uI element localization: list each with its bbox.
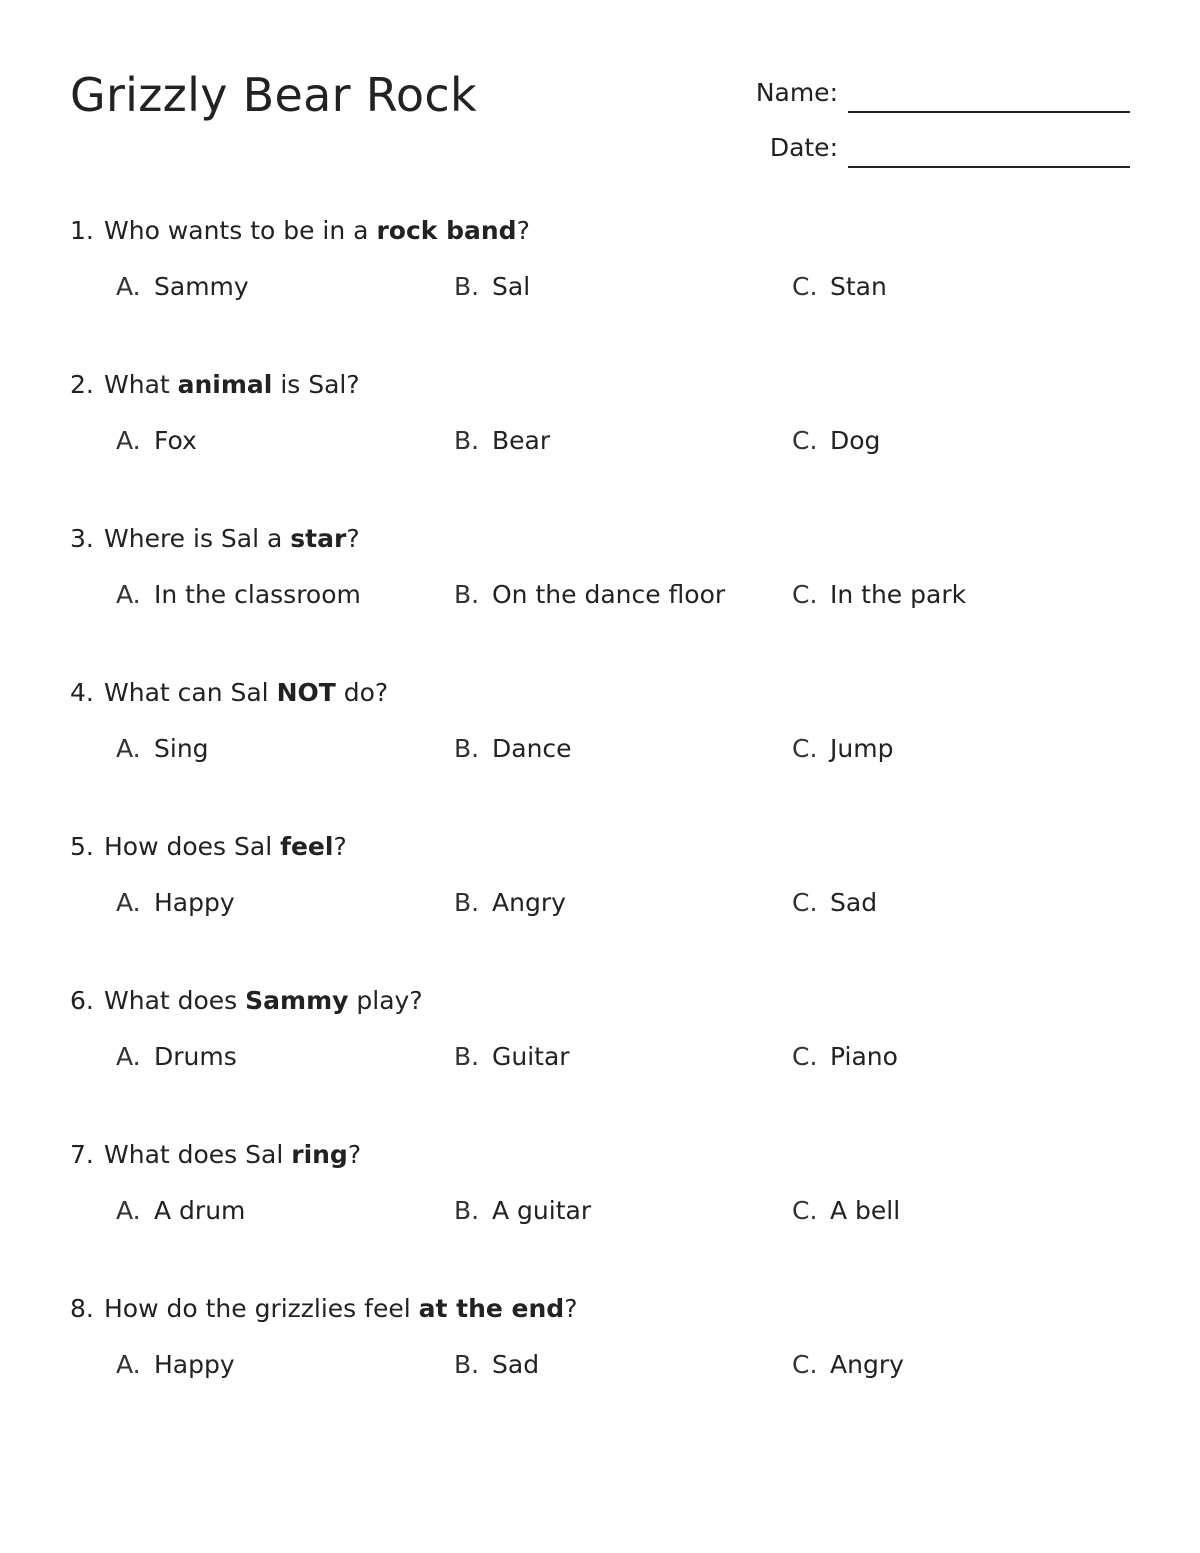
answer-text: Sad <box>492 1350 540 1379</box>
question-prompt-start: What can Sal <box>104 678 277 707</box>
question-keyword: animal <box>177 370 273 399</box>
question-prompt-start: How do the grizzlies feel <box>104 1294 419 1323</box>
question-list <box>70 213 1130 1445</box>
question-number: 2. <box>70 370 94 399</box>
answer-text: Sad <box>830 888 878 917</box>
answer-option[interactable] <box>792 1039 1130 1075</box>
answer-option[interactable] <box>116 731 454 767</box>
question-prompt <box>104 983 423 1019</box>
question-prompt <box>104 675 388 711</box>
question-item <box>70 213 1130 367</box>
question-number: 3. <box>70 524 94 553</box>
question-text <box>70 1137 1130 1173</box>
answer-option[interactable] <box>454 423 792 459</box>
answer-options <box>70 1347 1130 1383</box>
question-prompt-end: is Sal? <box>272 370 360 399</box>
question-text <box>70 1291 1130 1327</box>
question-prompt <box>104 213 530 249</box>
answer-option[interactable] <box>116 269 454 305</box>
answer-option[interactable] <box>792 577 1130 613</box>
question-prompt-end: ? <box>516 216 530 245</box>
answer-letter: B. <box>454 580 480 609</box>
answer-option[interactable] <box>116 577 454 613</box>
question-number: 1. <box>70 216 94 245</box>
answer-letter: C. <box>792 734 818 763</box>
answer-letter: C. <box>792 1196 818 1225</box>
answer-option[interactable] <box>454 269 792 305</box>
date-blank-line[interactable] <box>848 165 1130 168</box>
name-field[interactable] <box>756 80 1130 105</box>
question-prompt-start: How does Sal <box>104 832 281 861</box>
answer-letter: A. <box>116 1196 141 1225</box>
question-number: 4. <box>70 678 94 707</box>
question-keyword: star <box>290 524 347 553</box>
answer-text: Sing <box>154 734 209 763</box>
answer-option[interactable] <box>792 269 1130 305</box>
answer-option[interactable] <box>116 1193 454 1229</box>
answer-letter: C. <box>792 580 818 609</box>
question-item <box>70 983 1130 1137</box>
question-keyword: rock band <box>376 216 517 245</box>
answer-option[interactable] <box>116 1347 454 1383</box>
answer-letter: A. <box>116 888 141 917</box>
question-text <box>70 983 1130 1019</box>
question-prompt <box>104 1291 578 1327</box>
answer-letter: C. <box>792 1042 818 1071</box>
answer-option[interactable] <box>116 1039 454 1075</box>
answer-text: Jump <box>830 734 894 763</box>
question-item <box>70 367 1130 521</box>
answer-letter: A. <box>116 1350 141 1379</box>
worksheet-title: Grizzly Bear Rock <box>70 68 477 122</box>
answer-text: A bell <box>830 1196 901 1225</box>
answer-text: Fox <box>154 426 197 455</box>
question-text <box>70 829 1130 865</box>
question-item <box>70 1137 1130 1291</box>
question-prompt <box>104 367 360 403</box>
question-keyword: NOT <box>276 678 336 707</box>
answer-option[interactable] <box>792 1193 1130 1229</box>
answer-option[interactable] <box>454 885 792 921</box>
question-item <box>70 829 1130 983</box>
question-number: 7. <box>70 1140 94 1169</box>
answer-letter: B. <box>454 1196 480 1225</box>
answer-text: Piano <box>830 1042 898 1071</box>
question-text <box>70 367 1130 403</box>
date-label: Date: <box>769 133 838 162</box>
question-prompt-end: ? <box>346 524 360 553</box>
answer-text: A guitar <box>492 1196 592 1225</box>
answer-option[interactable] <box>792 423 1130 459</box>
question-prompt-end: do? <box>335 678 389 707</box>
question-keyword: Sammy <box>245 986 349 1015</box>
question-prompt-start: What <box>104 370 178 399</box>
question-text <box>70 213 1130 249</box>
answer-letter: B. <box>454 888 480 917</box>
answer-letter: C. <box>792 888 818 917</box>
answer-options <box>70 731 1130 767</box>
answer-option[interactable] <box>454 1347 792 1383</box>
answer-option[interactable] <box>454 1193 792 1229</box>
answer-options <box>70 1039 1130 1075</box>
question-item <box>70 1291 1130 1445</box>
answer-text: In the classroom <box>154 580 361 609</box>
question-prompt <box>104 521 360 557</box>
answer-option[interactable] <box>454 731 792 767</box>
answer-option[interactable] <box>454 577 792 613</box>
question-keyword: feel <box>280 832 334 861</box>
answer-text: In the park <box>830 580 967 609</box>
answer-letter: A. <box>116 426 141 455</box>
answer-letter: C. <box>792 272 818 301</box>
answer-letter: A. <box>116 734 141 763</box>
answer-text: Guitar <box>492 1042 570 1071</box>
question-text <box>70 521 1130 557</box>
answer-letter: A. <box>116 1042 141 1071</box>
question-item <box>70 521 1130 675</box>
answer-option[interactable] <box>116 885 454 921</box>
question-prompt-start: Where is Sal a <box>104 524 291 553</box>
answer-letter: A. <box>116 580 141 609</box>
name-label: Name: <box>755 78 838 107</box>
answer-options <box>70 1193 1130 1229</box>
answer-text: Stan <box>830 272 887 301</box>
answer-text: On the dance floor <box>492 580 726 609</box>
question-keyword: ring <box>291 1140 348 1169</box>
answer-text: Sal <box>492 272 531 301</box>
question-prompt-end: ? <box>333 832 347 861</box>
question-prompt-end: play? <box>348 986 423 1015</box>
answer-letter: C. <box>792 426 818 455</box>
answer-options <box>70 577 1130 613</box>
answer-option[interactable] <box>454 1039 792 1075</box>
answer-options <box>70 423 1130 459</box>
answer-text: Angry <box>830 1350 904 1379</box>
question-number: 5. <box>70 832 94 861</box>
question-prompt-end: ? <box>347 1140 362 1169</box>
question-number: 6. <box>70 986 94 1015</box>
answer-text: Dance <box>492 734 572 763</box>
answer-option[interactable] <box>792 1347 1130 1383</box>
answer-text: Sammy <box>154 272 249 301</box>
answer-options <box>70 269 1130 305</box>
answer-text: Bear <box>492 426 551 455</box>
answer-text: A drum <box>154 1196 246 1225</box>
answer-letter: B. <box>454 1042 480 1071</box>
answer-letter: B. <box>454 1350 480 1379</box>
answer-letter: B. <box>454 272 480 301</box>
answer-letter: A. <box>116 272 141 301</box>
question-prompt-start: What does Sal <box>104 1140 292 1169</box>
answer-option[interactable] <box>792 731 1130 767</box>
question-item <box>70 675 1130 829</box>
answer-text: Angry <box>492 888 566 917</box>
answer-option[interactable] <box>792 885 1130 921</box>
question-prompt <box>104 1137 361 1173</box>
question-number: 8. <box>70 1294 94 1323</box>
answer-text: Happy <box>154 888 235 917</box>
question-prompt <box>104 829 347 865</box>
answer-letter: B. <box>454 734 480 763</box>
question-prompt-start: What does <box>104 986 246 1015</box>
answer-text: Drums <box>154 1042 237 1071</box>
name-blank-line[interactable] <box>848 110 1130 113</box>
question-prompt-end: ? <box>564 1294 578 1323</box>
answer-text: Dog <box>830 426 881 455</box>
answer-options <box>70 885 1130 921</box>
question-text <box>70 675 1130 711</box>
answer-text: Happy <box>154 1350 235 1379</box>
answer-letter: B. <box>454 426 480 455</box>
answer-letter: C. <box>792 1350 818 1379</box>
date-field[interactable] <box>770 135 1130 160</box>
answer-option[interactable] <box>116 423 454 459</box>
question-keyword: at the end <box>418 1294 565 1323</box>
question-prompt-start: Who wants to be in a <box>104 216 377 245</box>
